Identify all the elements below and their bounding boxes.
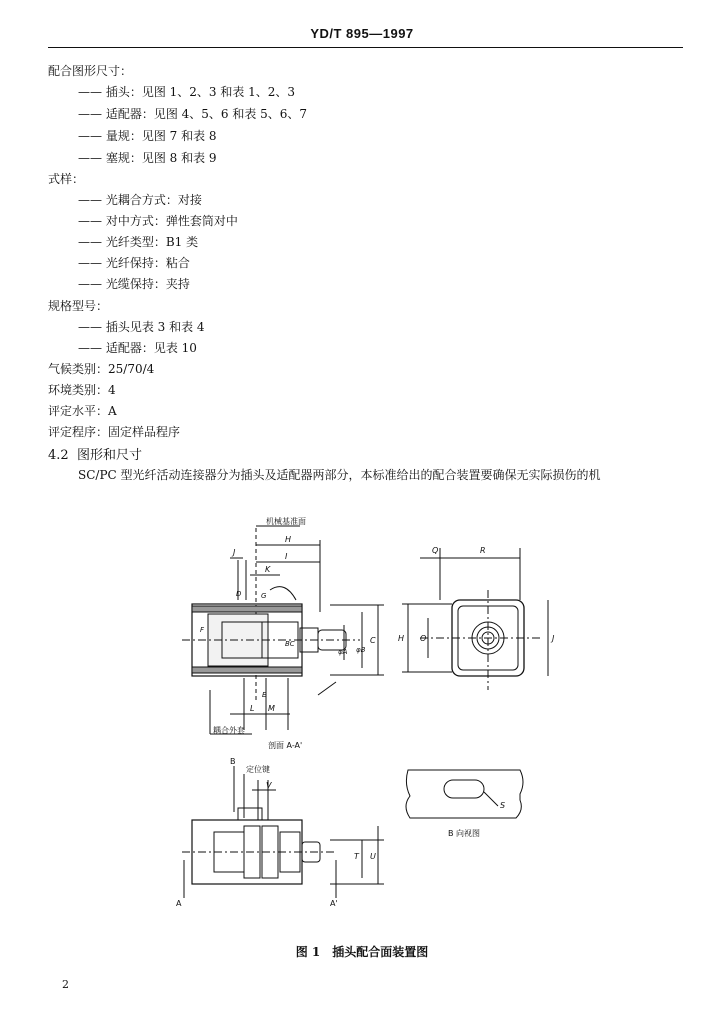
label-C: C [370, 636, 376, 645]
label-V: V [266, 781, 272, 790]
label-J2: J [552, 634, 555, 643]
text-line: 气候类别：25/70/4 [48, 362, 155, 376]
label-A: A [176, 899, 182, 908]
document-header: YD/T 895—1997 [310, 26, 414, 41]
section-number: 4.2 [48, 448, 69, 463]
text-line: 式样： [48, 172, 85, 186]
label-J: J [233, 548, 236, 557]
page-number: 2 [62, 978, 69, 991]
text-line: 规格型号： [48, 299, 109, 313]
label-section-aa: 剖面 A-A' [268, 741, 303, 750]
label-S: S [500, 801, 506, 810]
front-view [398, 546, 555, 690]
text-line: —— 对中方式：弹性套筒对中 [78, 214, 238, 228]
text-line: —— 光纤类型：B1 类 [78, 235, 199, 249]
label-Q: Q [432, 546, 439, 555]
label-D: D [236, 590, 242, 598]
label-mech-ref-plane: 机械基准面 [266, 517, 306, 526]
body-paragraph: SC/PC 型光纤活动连接器分为插头及适配器两部分，本标准给出的配合装置要确保无实际损伤的机 [78, 468, 601, 482]
label-phiB: φB [356, 646, 366, 654]
text-line: —— 插头见表 3 和表 4 [78, 320, 205, 334]
label-BC: BC [285, 640, 295, 648]
label-H2: H [398, 634, 405, 643]
label-T: T [354, 852, 359, 861]
text-line: 配合图形尺寸： [48, 64, 133, 78]
label-H: H [285, 535, 292, 544]
label-U: U [370, 852, 376, 861]
label-B: B [230, 757, 236, 766]
text-line: —— 塞规：见图 8 和表 9 [78, 151, 217, 165]
label-locating-key: 定位键 [246, 765, 270, 774]
text-line: —— 光缆保持：夹持 [78, 277, 190, 291]
b-direction-view [406, 770, 523, 838]
text-line: —— 适配器：见图 4、5、6 和表 5、6、7 [78, 107, 308, 121]
side-view [176, 757, 384, 908]
text-line: 评定水平：A [48, 404, 117, 418]
label-phiA: φA [338, 648, 348, 656]
label-A-prime: A' [330, 899, 338, 908]
text-line: —— 适配器：见表 10 [78, 341, 197, 355]
label-I: I [285, 552, 288, 561]
text-line: —— 光耦合方式：对接 [78, 193, 202, 207]
label-G: G [261, 592, 267, 600]
label-K: K [265, 565, 271, 574]
text-line: 评定程序：固定样品程序 [48, 425, 181, 439]
text-line: —— 插头：见图 1、2、3 和表 1、2、3 [78, 85, 296, 99]
label-O: O [420, 634, 427, 643]
label-L: L [250, 704, 255, 713]
label-coupling-sleeve: 耦合外套 [213, 726, 245, 735]
label-M: M [268, 704, 275, 713]
section-title: 图形和尺寸 [76, 448, 142, 463]
text-line: —— 量规：见图 7 和表 8 [78, 129, 217, 143]
figure-caption: 图 1 插头配合面装置图 [295, 945, 429, 959]
label-F: F [200, 626, 205, 634]
text-line: —— 光纤保持：粘合 [78, 256, 190, 270]
label-R: R [480, 546, 486, 555]
text-line: 环境类别：4 [48, 383, 116, 397]
label-b-view: B 向视图 [448, 829, 481, 838]
section-aa-view [182, 516, 384, 750]
label-E: E [262, 691, 267, 699]
